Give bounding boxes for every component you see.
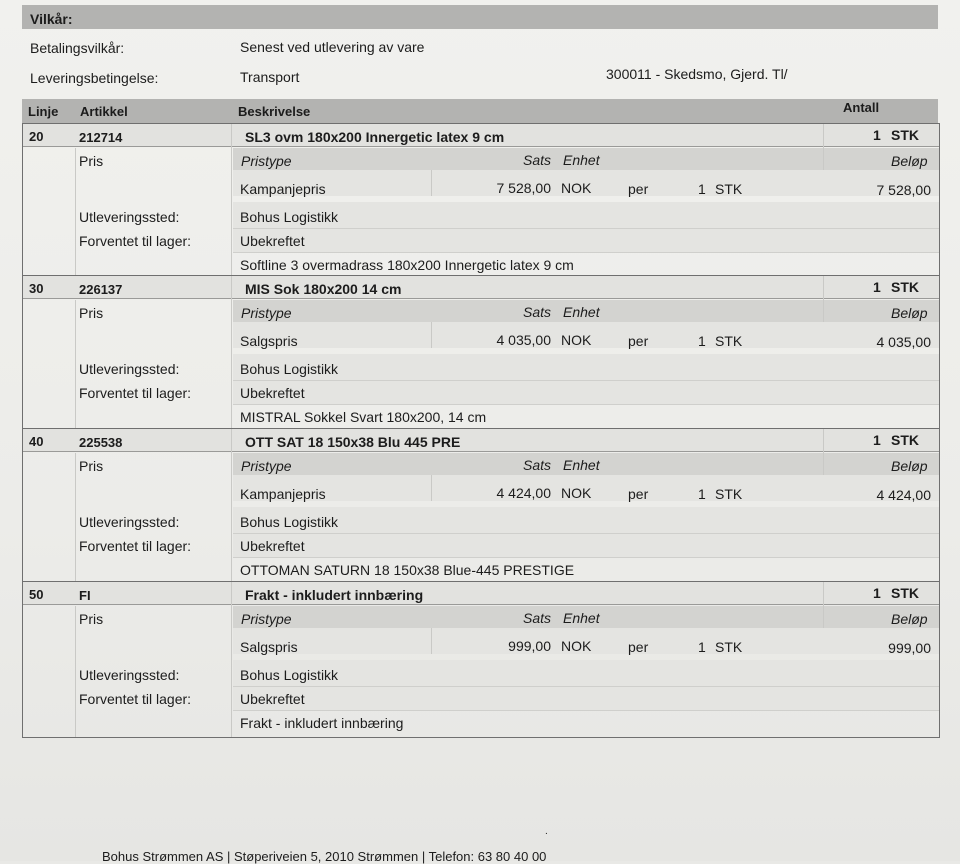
col-header-quantity: Antall [843, 100, 880, 115]
column-divider [75, 606, 76, 737]
column-divider [823, 429, 824, 475]
unit-header: Enhet [563, 152, 600, 168]
line-item-title: SL3 ovm 180x200 Innergetic latex 9 cm [245, 129, 505, 145]
price-type-header: Pristype [241, 305, 292, 321]
line-item-title: MIS Sok 180x200 14 cm [245, 281, 402, 297]
delivery-terms-label: Leveringsbetingelse: [30, 70, 159, 86]
item-description: Frakt - inkludert innbæring [240, 715, 404, 731]
per-unit: STK [715, 639, 743, 655]
row-divider [233, 557, 939, 558]
line-item-header-row [23, 276, 939, 299]
delivery-place-value: Bohus Logistikk [240, 209, 339, 225]
price-type-value: Salgspris [240, 333, 298, 349]
column-divider [231, 124, 232, 275]
footer-text: Bohus Strømmen AS | Støperiveien 5, 2010 Strømmen | Telefon: 63 80 40 00 [102, 849, 547, 864]
rate-header: Sats [523, 304, 552, 320]
rate-value: 7 528,00 [496, 180, 551, 196]
delivery-place-value: Bohus Logistikk [240, 361, 339, 377]
row-divider [233, 380, 939, 381]
per-label: per [628, 639, 649, 655]
line-item-title: Frakt - inkludert innbæring [245, 587, 424, 603]
expected-stock-label: Forventet til lager: [79, 691, 192, 707]
column-divider [75, 300, 76, 428]
price-type-header: Pristype [241, 153, 292, 169]
article-number: FI [79, 588, 91, 603]
article-number: 226137 [79, 282, 123, 297]
line-item-header-row [23, 429, 939, 452]
amount-header: Beløp [891, 611, 928, 627]
per-quantity: 1 [698, 333, 706, 349]
amount-value: 7 528,00 [876, 182, 931, 198]
amount-header: Beløp [891, 153, 928, 169]
delivery-terms-value: Transport [240, 69, 300, 85]
row-divider [233, 404, 939, 405]
per-label: per [628, 333, 649, 349]
rate-header: Sats [523, 152, 552, 168]
currency: NOK [561, 180, 592, 196]
col-header-description: Beskrivelse [238, 104, 311, 119]
line-item-header-row [23, 582, 939, 605]
price-type-value: Kampanjepris [240, 486, 326, 502]
row-divider [233, 533, 939, 534]
rate-value: 4 424,00 [496, 485, 551, 501]
line-number: 50 [29, 587, 44, 602]
per-unit: STK [715, 486, 743, 502]
currency: NOK [561, 332, 592, 348]
unit-header: Enhet [563, 610, 600, 626]
delivery-place-label: Utleveringssted: [79, 361, 180, 377]
price-label: Pris [79, 305, 104, 321]
info-rows-shade [233, 354, 939, 404]
per-unit: STK [715, 333, 743, 349]
quantity-value: 1 [873, 279, 881, 295]
column-divider [231, 582, 232, 737]
delivery-place-label: Utleveringssted: [79, 514, 180, 530]
col-header-article: Artikkel [80, 104, 128, 119]
column-divider [823, 124, 824, 170]
delivery-place-value: Bohus Logistikk [240, 667, 339, 683]
line-item-block [22, 123, 940, 276]
per-quantity: 1 [698, 486, 706, 502]
amount-value: 4 424,00 [876, 487, 931, 503]
column-divider [75, 453, 76, 581]
column-divider [431, 475, 432, 501]
expected-stock-label: Forventet til lager: [79, 233, 192, 249]
article-number: 212714 [79, 130, 123, 145]
row-divider [233, 252, 939, 253]
price-label: Pris [79, 153, 104, 169]
line-number: 20 [29, 129, 44, 144]
expected-stock-value: Ubekreftet [240, 385, 305, 401]
payment-terms-value: Senest ved utlevering av vare [240, 39, 425, 55]
expected-stock-value: Ubekreftet [240, 233, 305, 249]
delivery-place-value: Bohus Logistikk [240, 514, 339, 530]
quantity-unit: STK [891, 127, 919, 143]
delivery-place-label: Utleveringssted: [79, 667, 180, 683]
price-type-value: Kampanjepris [240, 181, 326, 197]
amount-value: 4 035,00 [876, 334, 931, 350]
line-item-block [22, 581, 940, 738]
col-header-line: Linje [28, 104, 59, 119]
price-type-header: Pristype [241, 611, 292, 627]
item-description: OTTOMAN SATURN 18 150x38 Blue-445 PRESTIGE [240, 562, 575, 578]
row-divider [233, 686, 939, 687]
expected-stock-value: Ubekreftet [240, 691, 305, 707]
line-item-title: OTT SAT 18 150x38 Blu 445 PRE [245, 434, 461, 450]
line-item-block [22, 428, 940, 582]
article-number: 225538 [79, 435, 123, 450]
quantity-unit: STK [891, 432, 919, 448]
per-unit: STK [715, 181, 743, 197]
column-divider [431, 628, 432, 654]
per-label: per [628, 181, 649, 197]
table-header-bar [22, 99, 938, 123]
row-divider [233, 228, 939, 229]
delivery-place-label: Utleveringssted: [79, 209, 180, 225]
payment-terms-label: Betalingsvilkår: [30, 40, 125, 56]
currency: NOK [561, 485, 592, 501]
column-divider [231, 276, 232, 428]
terms-heading: Vilkår: [30, 11, 73, 27]
price-label: Pris [79, 611, 104, 627]
terms-heading-bar [22, 5, 938, 29]
item-description: MISTRAL Sokkel Svart 180x200, 14 cm [240, 409, 487, 425]
amount-value: 999,00 [888, 640, 931, 656]
page-mark: . [545, 826, 548, 837]
quantity-unit: STK [891, 279, 919, 295]
line-number: 30 [29, 281, 44, 296]
amount-header: Beløp [891, 458, 928, 474]
expected-stock-value: Ubekreftet [240, 538, 305, 554]
unit-header: Enhet [563, 304, 600, 320]
rate-header: Sats [523, 610, 552, 626]
price-type-value: Salgspris [240, 639, 298, 655]
line-number: 40 [29, 434, 44, 449]
column-divider [75, 148, 76, 275]
info-rows-shade [233, 660, 939, 710]
per-quantity: 1 [698, 639, 706, 655]
per-label: per [628, 486, 649, 502]
unit-header: Enhet [563, 457, 600, 473]
quantity-value: 1 [873, 127, 881, 143]
expected-stock-label: Forventet til lager: [79, 385, 192, 401]
info-rows-shade [233, 202, 939, 252]
price-type-header: Pristype [241, 458, 292, 474]
column-divider [823, 276, 824, 322]
quantity-value: 1 [873, 432, 881, 448]
expected-stock-label: Forventet til lager: [79, 538, 192, 554]
per-quantity: 1 [698, 181, 706, 197]
currency: NOK [561, 638, 592, 654]
row-divider [233, 710, 939, 711]
rate-header: Sats [523, 457, 552, 473]
rate-value: 999,00 [508, 638, 551, 654]
quantity-value: 1 [873, 585, 881, 601]
column-divider [431, 170, 432, 196]
line-item-block [22, 275, 940, 429]
column-divider [823, 582, 824, 628]
amount-header: Beløp [891, 305, 928, 321]
column-divider [431, 322, 432, 348]
rate-value: 4 035,00 [496, 332, 551, 348]
info-rows-shade [233, 507, 939, 557]
column-divider [231, 429, 232, 581]
quantity-unit: STK [891, 585, 919, 601]
price-label: Pris [79, 458, 104, 474]
item-description: Softline 3 overmadrass 180x200 Innergetic latex 9 cm [240, 257, 574, 273]
customer-reference: 300011 - Skedsmo, Gjerd. Tl/ [606, 66, 788, 82]
